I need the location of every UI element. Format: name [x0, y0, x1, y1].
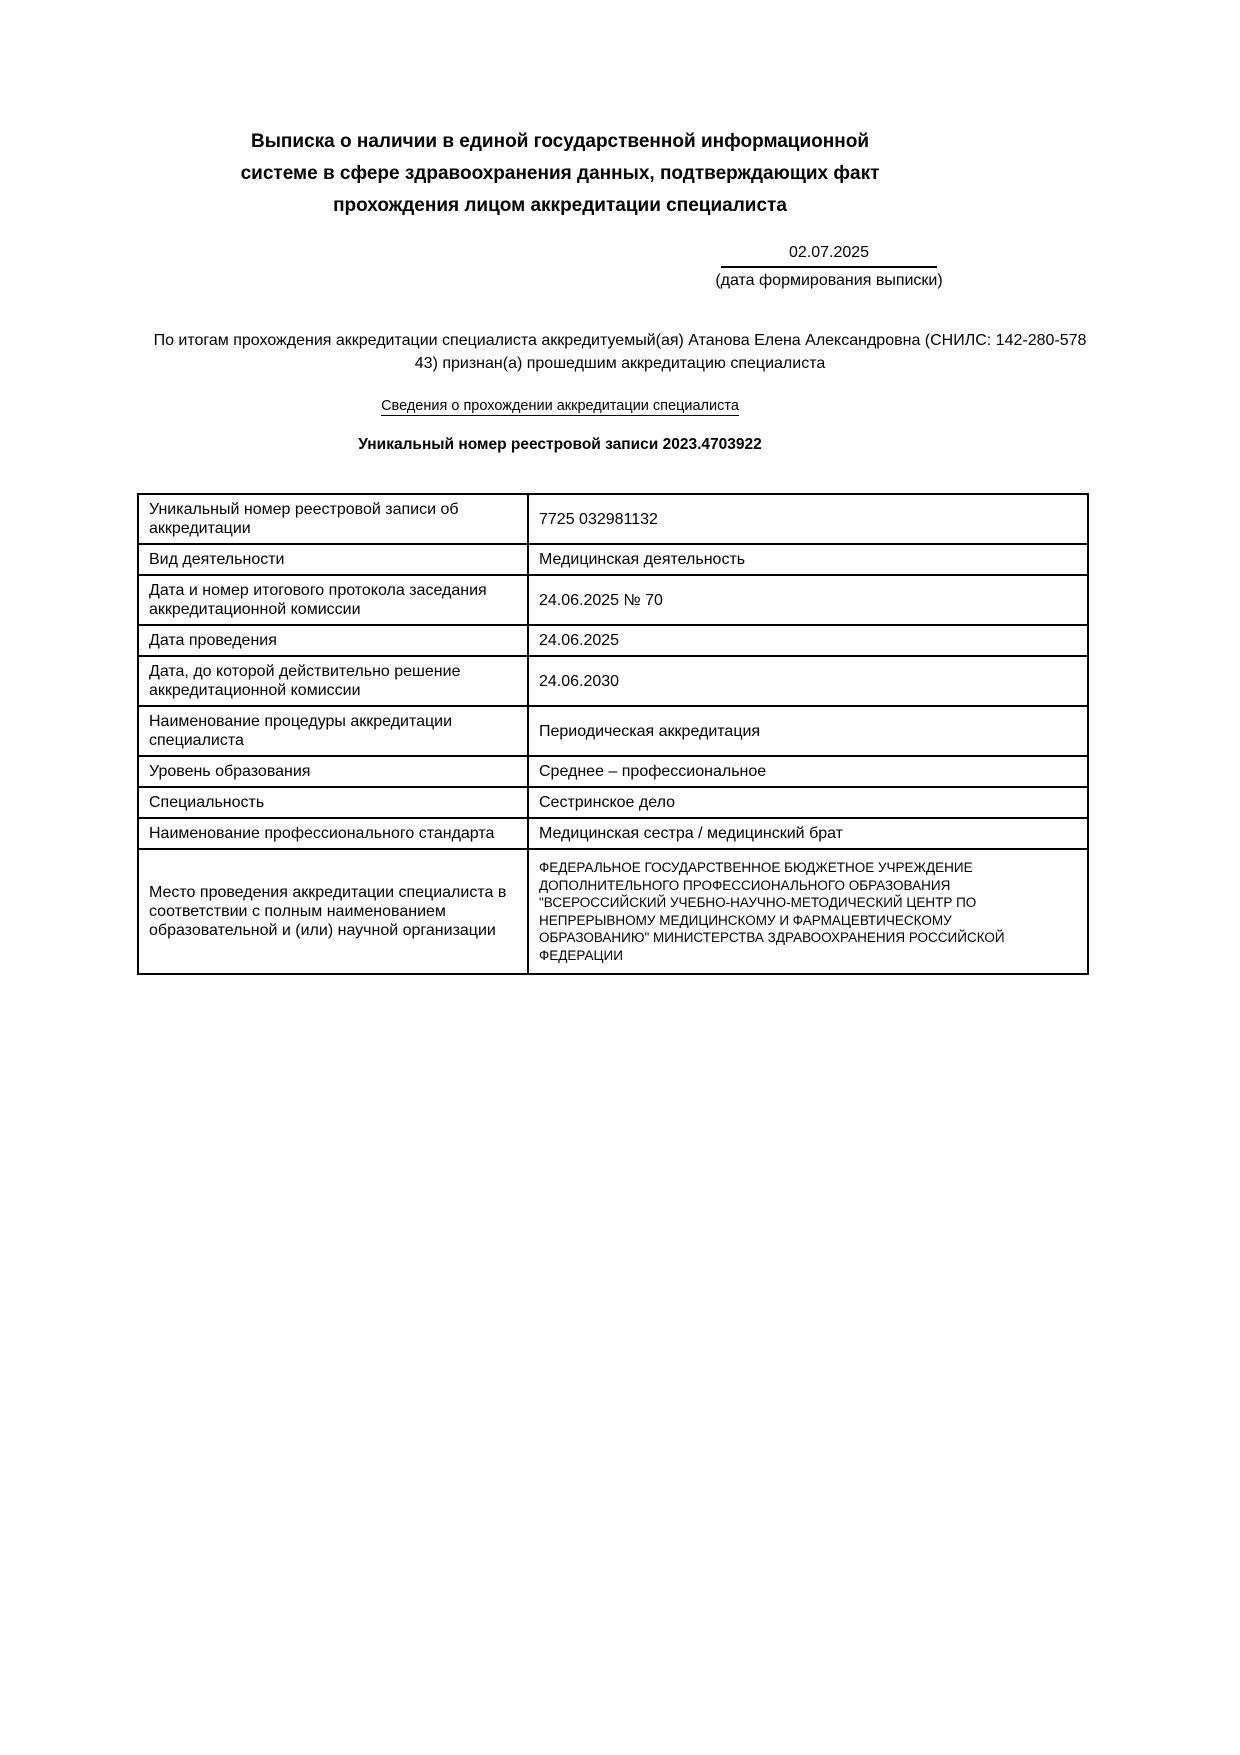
table-row — [138, 849, 1088, 974]
formation-date-caption: (дата формирования выписки) — [715, 272, 943, 289]
row-value-cell: Среднее – профессиональное — [528, 756, 1088, 787]
row-value-cell: Медицинская сестра / медицинский брат — [528, 818, 1088, 849]
table-row — [138, 787, 1088, 818]
document-title-line: системе в сфере здравоохранения данных, подтверждающих факт — [240, 163, 880, 184]
row-value-cell — [528, 849, 1088, 974]
row-value-cell: 24.06.2025 № 70 — [528, 575, 1088, 625]
row-value-cell: 24.06.2025 — [528, 625, 1088, 656]
row-label-cell: Место проведения аккредитации специалиста в соответствии с полным наименованием образовательной и (или) научной организации — [138, 849, 528, 974]
table-row — [138, 818, 1088, 849]
table-row — [138, 625, 1088, 656]
table-row — [138, 575, 1088, 625]
intro-paragraph-line: 43) признан(а) прошедшим аккредитацию специалиста — [414, 355, 826, 372]
row-label-cell: Наименование процедуры аккредитации специалиста — [138, 706, 528, 756]
document-title-line: прохождения лицом аккредитации специалиста — [333, 195, 787, 216]
row-value-cell: 7725 032981132 — [528, 494, 1088, 544]
row-value-cell: Периодическая аккредитация — [528, 706, 1088, 756]
formation-date-value: 02.07.2025 — [721, 242, 937, 268]
row-label-cell: Дата и номер итогового протокола заседания аккредитационной комиссии — [138, 575, 528, 625]
intro-paragraph-line: По итогам прохождения аккредитации специалиста аккредитуемый(ая) Атанова Елена Александровна (СНИЛС: 142-280-578 — [153, 332, 1087, 349]
table-row — [138, 494, 1088, 544]
row-label-cell: Специальность — [138, 787, 528, 818]
organization-name-text: ФЕДЕРАЛЬНОЕ ГОСУДАРСТВЕННОЕ БЮДЖЕТНОЕ УЧРЕЖДЕНИЕ ДОПОЛНИТЕЛЬНОГО ПРОФЕССИОНАЛЬНОГО ОБРАЗОВАНИЯ "ВСЕРОССИЙСКИЙ УЧЕБНО-НАУЧНО-МЕТОДИЧЕСКИЙ ЦЕНТР ПО НЕПРЕРЫВНОМУ МЕДИЦИНСКОМУ И ФАРМАЦЕВТИЧЕСКОМУ ОБРАЗОВАНИЮ" МИНИСТЕРСТВА ЗДРАВООХРАНЕНИЯ РОССИЙСКОЙ ФЕДЕРАЦИИ — [539, 860, 1005, 963]
row-label-cell: Дата, до которой действительно решение аккредитационной комиссии — [138, 656, 528, 706]
row-value-cell: 24.06.2030 — [528, 656, 1088, 706]
row-value-cell: Медицинская деятельность — [528, 544, 1088, 575]
accreditation-table — [137, 493, 1089, 975]
section-heading — [135, 398, 985, 416]
table-row — [138, 544, 1088, 575]
row-label-cell: Наименование профессионального стандарта — [138, 818, 528, 849]
table-row — [138, 756, 1088, 787]
row-label-cell: Уникальный номер реестровой записи об аккредитации — [138, 494, 528, 544]
record-number-heading: Уникальный номер реестровой записи 2023.4703922 — [358, 436, 762, 453]
row-label-cell: Вид деятельности — [138, 544, 528, 575]
intro-paragraph — [135, 329, 1105, 375]
table-row — [138, 706, 1088, 756]
row-value-cell: Сестринское дело — [528, 787, 1088, 818]
table-row — [138, 656, 1088, 706]
document-title — [135, 126, 985, 222]
document-title-line: Выписка о наличии в единой государственной информационной — [250, 131, 870, 152]
section-heading-text: Сведения о прохождении аккредитации специалиста — [381, 398, 739, 414]
row-label-cell: Дата проведения — [138, 625, 528, 656]
row-label-cell: Уровень образования — [138, 756, 528, 787]
formation-date-block — [713, 242, 945, 291]
